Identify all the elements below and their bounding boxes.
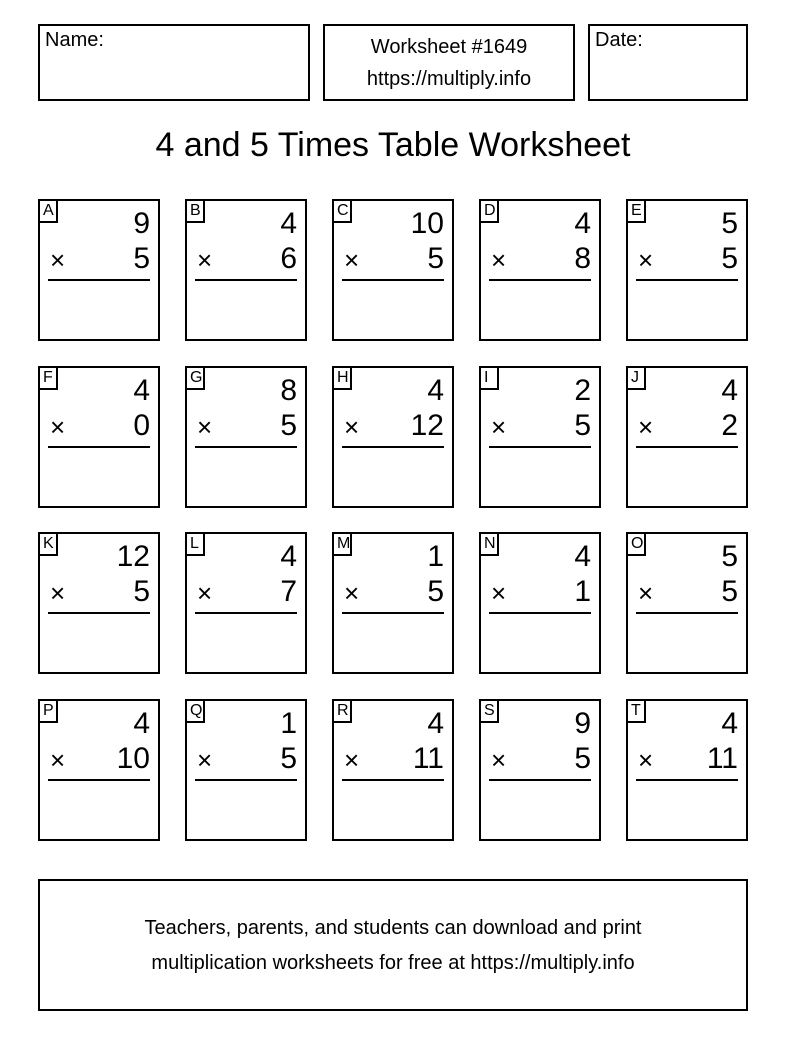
problem-letter: E (626, 199, 646, 223)
problem-card[interactable] (626, 366, 748, 508)
problem-bottom-number: 1 (574, 575, 591, 608)
problem-top-number: 2 (574, 374, 591, 407)
answer-line (636, 779, 738, 781)
problem-bottom-number: 10 (116, 742, 150, 775)
problem-letter: L (185, 532, 205, 556)
answer-line (636, 446, 738, 448)
answer-line (195, 279, 297, 281)
times-sign: × (638, 745, 654, 775)
problem-top-number: 9 (133, 207, 150, 240)
problem-bottom-number: 5 (574, 409, 591, 442)
problem-top-number: 5 (721, 540, 738, 573)
problem-top-number: 4 (574, 207, 591, 240)
problem-top-number: 4 (133, 707, 150, 740)
answer-line (489, 279, 591, 281)
problem-letter: F (38, 366, 58, 390)
times-sign: × (638, 578, 654, 608)
footer-text-line-1: Teachers, parents, and students can download and print (144, 917, 642, 939)
problem-bottom-number: 5 (280, 742, 297, 775)
problem-bottom-number: 5 (574, 742, 591, 775)
answer-line (48, 779, 150, 781)
problem-bottom-number: 8 (574, 242, 591, 275)
worksheet-url: https://multiply.info (366, 68, 532, 90)
problem-bottom-number: 5 (133, 575, 150, 608)
answer-line (48, 446, 150, 448)
problem-letter: S (479, 699, 499, 723)
answer-line (489, 612, 591, 614)
times-sign: × (50, 245, 66, 275)
problem-top-number: 4 (427, 374, 444, 407)
problem-top-number: 4 (280, 540, 297, 573)
problem-bottom-number: 2 (721, 409, 738, 442)
problem-card[interactable] (332, 532, 454, 674)
problem-card[interactable] (185, 199, 307, 341)
answer-line (636, 612, 738, 614)
page-title: 4 and 5 Times Table Worksheet (155, 126, 631, 164)
problem-card[interactable] (479, 366, 601, 508)
problem-bottom-number: 5 (280, 409, 297, 442)
problem-letter: N (479, 532, 499, 556)
problem-card[interactable] (332, 366, 454, 508)
problem-letter: M (332, 532, 352, 556)
answer-line (195, 446, 297, 448)
answer-line (489, 779, 591, 781)
times-sign: × (344, 245, 360, 275)
times-sign: × (50, 412, 66, 442)
problem-card[interactable] (38, 699, 160, 841)
problem-card[interactable] (626, 199, 748, 341)
footer-box (38, 879, 748, 1011)
problem-top-number: 4 (133, 374, 150, 407)
problem-card[interactable] (38, 199, 160, 341)
problem-letter: P (38, 699, 58, 723)
problem-card[interactable] (332, 699, 454, 841)
problem-bottom-number: 5 (721, 242, 738, 275)
problem-bottom-number: 6 (280, 242, 297, 275)
problem-letter: C (332, 199, 352, 223)
problem-letter: T (626, 699, 646, 723)
times-sign: × (197, 245, 213, 275)
problem-bottom-number: 7 (280, 575, 297, 608)
problem-card[interactable] (185, 366, 307, 508)
worksheet-number: Worksheet #1649 (370, 36, 528, 58)
problem-letter: A (38, 199, 58, 223)
times-sign: × (491, 245, 507, 275)
answer-line (636, 279, 738, 281)
times-sign: × (344, 578, 360, 608)
name-field[interactable] (38, 24, 310, 101)
problem-letter: Q (185, 699, 205, 723)
problem-card[interactable] (332, 199, 454, 341)
problem-bottom-number: 5 (427, 242, 444, 275)
times-sign: × (344, 412, 360, 442)
problem-top-number: 4 (427, 707, 444, 740)
problem-letter: G (185, 366, 205, 390)
times-sign: × (344, 745, 360, 775)
problem-card[interactable] (38, 532, 160, 674)
problem-card[interactable] (479, 199, 601, 341)
problem-letter: B (185, 199, 205, 223)
problem-top-number: 4 (280, 207, 297, 240)
problem-card[interactable] (479, 532, 601, 674)
problem-letter: K (38, 532, 58, 556)
problem-card[interactable] (38, 366, 160, 508)
problem-bottom-number: 11 (412, 742, 444, 775)
problem-letter: I (479, 366, 499, 390)
times-sign: × (50, 578, 66, 608)
problem-top-number: 1 (280, 707, 297, 740)
date-label: Date: (595, 29, 643, 51)
worksheet-info-box (323, 24, 575, 101)
answer-line (342, 779, 444, 781)
answer-line (48, 279, 150, 281)
answer-line (195, 779, 297, 781)
times-sign: × (197, 578, 213, 608)
times-sign: × (197, 412, 213, 442)
problem-bottom-number: 5 (721, 575, 738, 608)
problem-top-number: 1 (427, 540, 444, 573)
problem-card[interactable] (185, 699, 307, 841)
answer-line (342, 612, 444, 614)
problem-top-number: 4 (721, 707, 738, 740)
problem-bottom-number: 11 (706, 742, 738, 775)
problem-top-number: 10 (410, 207, 444, 240)
problem-bottom-number: 12 (410, 409, 444, 442)
problem-letter: R (332, 699, 352, 723)
problem-top-number: 4 (574, 540, 591, 573)
times-sign: × (491, 578, 507, 608)
problem-top-number: 12 (116, 540, 150, 573)
times-sign: × (638, 245, 654, 275)
problem-letter: H (332, 366, 352, 390)
name-label: Name: (45, 29, 104, 51)
problem-top-number: 8 (280, 374, 297, 407)
problem-bottom-number: 5 (133, 242, 150, 275)
answer-line (48, 612, 150, 614)
problem-letter: O (626, 532, 646, 556)
problem-card[interactable] (626, 699, 748, 841)
answer-line (342, 279, 444, 281)
answer-line (195, 612, 297, 614)
times-sign: × (50, 745, 66, 775)
problem-card[interactable] (185, 532, 307, 674)
problem-top-number: 4 (721, 374, 738, 407)
problem-top-number: 5 (721, 207, 738, 240)
times-sign: × (197, 745, 213, 775)
date-field[interactable] (588, 24, 748, 101)
problem-letter: D (479, 199, 499, 223)
problem-top-number: 9 (574, 707, 591, 740)
problem-bottom-number: 0 (133, 409, 150, 442)
answer-line (342, 446, 444, 448)
problem-letter: J (626, 366, 646, 390)
times-sign: × (491, 745, 507, 775)
times-sign: × (491, 412, 507, 442)
problem-card[interactable] (479, 699, 601, 841)
times-sign: × (638, 412, 654, 442)
problem-bottom-number: 5 (427, 575, 444, 608)
footer-text-line-2: multiplication worksheets for free at https://multiply.info (151, 952, 635, 974)
problem-card[interactable] (626, 532, 748, 674)
answer-line (489, 446, 591, 448)
